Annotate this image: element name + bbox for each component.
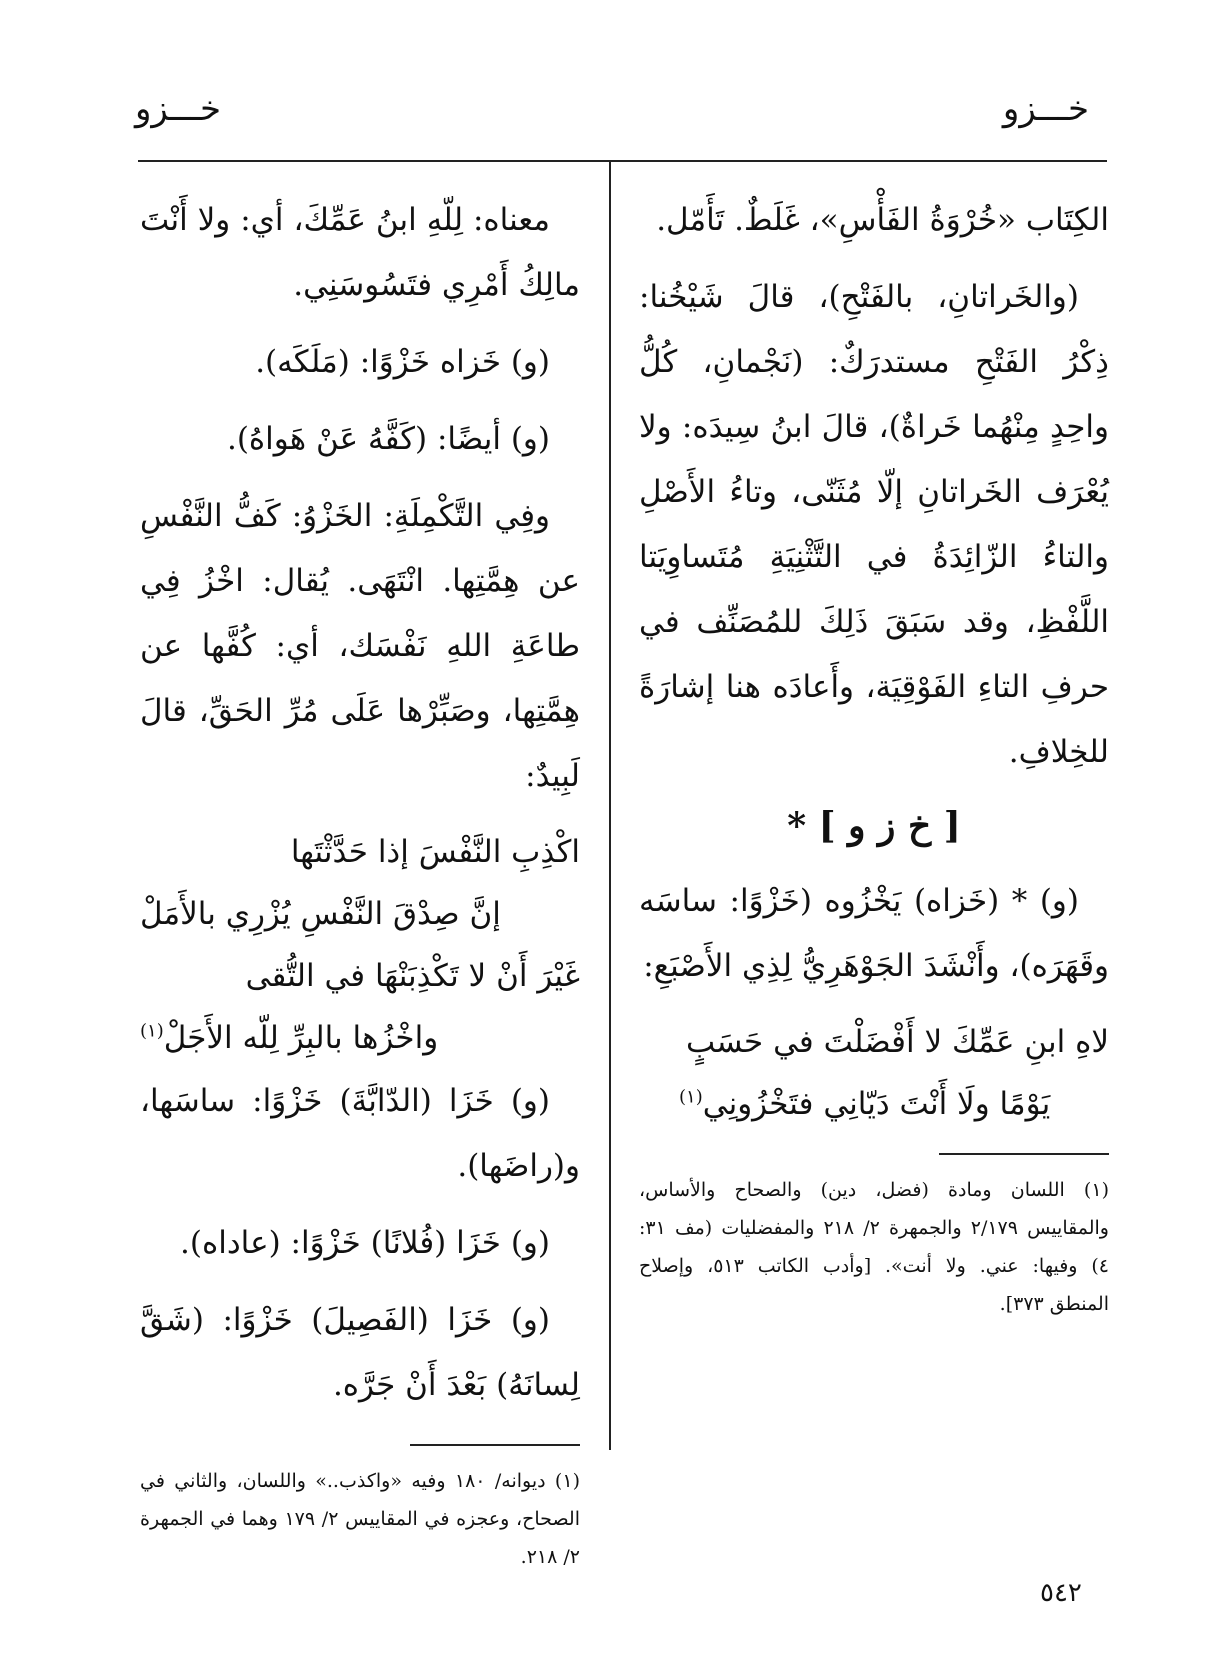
verse-text: واخْزُها بالبِرِّ لِلّه الأَجَلْ [163,1020,439,1056]
header-rule [138,160,1107,162]
footnote: (١) اللسان ومادة (فضل، دين) والصحاح والأساس، والمقاييس ٢/١٧٩ والجمهرة ٢/ ٢١٨ والمفضليات (مف ٣١: ٤) وفيها: عني. ولا أنت». [وأدب الكاتب ٥١٣، وإصلاح المنطق ٣٧٣]. [639,1179,1109,1315]
paragraph: وفِي التَّكْمِلَةِ: الخَزْوُ: كَفُّ النَّفْسِ عن هِمَّتِها. انْتَهَى. يُقال: اخْزُ فِي طاعَةِ اللهِ نَفْسَك، أي: كُفَّها عن هِمَّتِها، وصَبِّرْها عَلَى مُرِّ الحَقِّ، قالَ لَبِيدٌ: [140,498,580,794]
footnote-rule [939,1153,1109,1155]
paragraph: (و) أيضًا: (كَفَّهُ عَنْ هَواهُ). [226,421,550,457]
right-column [639,188,1109,1323]
paragraph: (والخَراتانِ، بالفَتْحِ)، قالَ شَيْخُنا: ذِكْرُ الفَتْحِ مستدرَكٌ: (نَجْمانِ، كُلُّ واحِدٍ مِنْهُما خَراةٌ)، قالَ ابنُ سِيدَه: ولا يُعْرَف الخَراتانِ إلّا مُثَنّى، وتاءُ الأَصْلِ والتاءُ الزّائِدَةُ في التَّثْنِيَةِ مُتَساوِيَتا اللَّفْظِ، وقد سَبَقَ ذَلِكَ للمُصَنِّف في حرفِ التاءِ الفَوْقِيَة، وأَعادَه هنا إشارَةً للخِلافِ. [639,279,1109,770]
verse-hemistich: لاهِ ابنِ عَمِّكَ لا أَفْضَلْتَ في حَسَبٍ [685,1024,1109,1060]
column-divider [609,160,611,1450]
verse-hemistich: إنَّ صِدْقَ النَّفْسِ يُزْرِي بالأَمَلْ [140,896,501,932]
running-head-right: خـــزو [1002,89,1089,129]
paragraph: معناه: لِلّهِ ابنُ عَمِّكَ، أي: ولا أَنْتَ مالِكُ أَمْرِي فتَسُوسَنِي. [140,202,580,303]
entry-heading: [ خ ز و ] * [787,805,961,847]
verse-hemistich: اكْذِبِ النَّفْسَ إذا حَدَّثْتَها [290,834,580,870]
footnote: (١) ديوانه/ ١٨٠ وفيه «واكذب..» واللسان، والثاني في الصحاح، وعجزه في المقاييس ٢/ ١٧٩ وهما في الجمهرة ٢/ ٢١٨. [140,1470,580,1568]
running-head-left: خـــزو [135,89,222,129]
verse-text: يَوْمًا ولَا أَنْتَ دَيّانِي فتَخْزُونِي [702,1086,1051,1122]
paragraph: (و) خَزَا (الفَصِيلَ) خَزْوًا: (شَقَّ لِسانَهُ) بَعْدَ أَنْ جَرَّه. [140,1302,580,1403]
paragraph: (و) خَزَا (فُلانًا) خَزْوًا: (عاداه). [180,1225,550,1261]
verse-hemistich [140,1007,580,1069]
footnote-rule [410,1444,580,1446]
left-column [140,188,580,1576]
verse-hemistich: غَيْرَ أَنْ لا تَكْذِبَنْهَا في التُّقى [245,958,580,994]
footnote-marker: (١) [679,1086,703,1108]
verse-hemistich [639,1073,1109,1135]
page-number: ٥٤٢ [1040,1578,1082,1608]
footnote-marker: (١) [140,1020,164,1042]
paragraph: (و) خَزاه خَزْوًا: (مَلَكَه). [255,344,550,380]
paragraph: الكِتَاب «خُرْوَةُ الفَأْسِ»، غَلَطٌ. تَأَمّل. [656,202,1109,238]
paragraph: (و) * (خَزاه) يَخْزُوه (خَزْوًا: ساسَه وقَهَرَه)، وأَنْشَدَ الجَوْهَرِيُّ لِذِي الأَصْبَعِ: [639,883,1109,984]
paragraph: (و) خَزَا (الدّابَّةَ) خَزْوًا: ساسَها، و(راضَها). [140,1083,580,1184]
